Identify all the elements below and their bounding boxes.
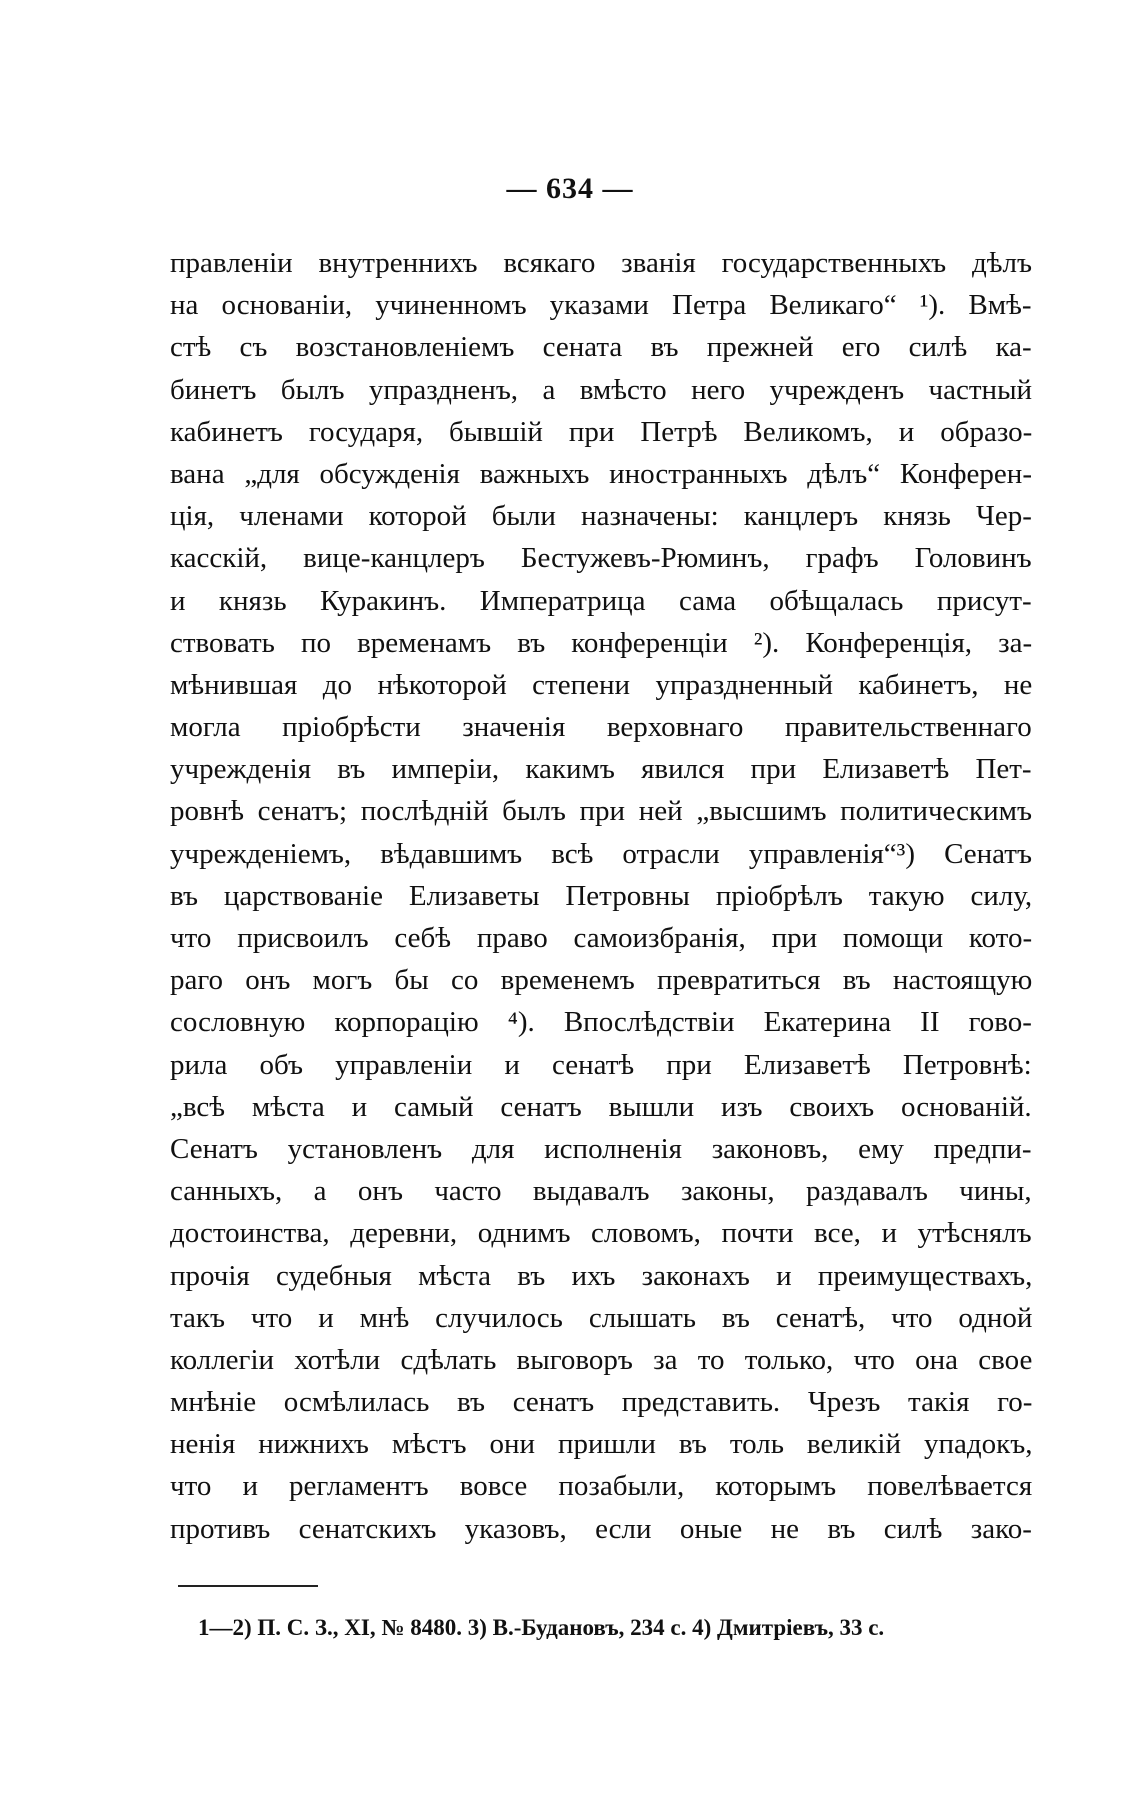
body-text (170, 242, 1032, 1550)
text-line: ція, членами которой были назначены: канцлеръ князь Чер- (170, 500, 1032, 533)
text-line: мнѣніе осмѣлилась въ сенатъ представить. Чрезъ такія го- (170, 1386, 1032, 1419)
text-line: учрежденіемъ, вѣдавшимъ всѣ отрасли управленія“³) Сенатъ (170, 837, 1032, 870)
text-line: коллегіи хотѣли сдѣлать выговоръ за то только, что она свое (170, 1343, 1032, 1376)
text-line: могла пріобрѣсти значенія верховнаго правительственнаго (170, 711, 1032, 744)
text-line: санныхъ, а онъ часто выдавалъ законы, раздавалъ чины, (170, 1175, 1032, 1208)
text-line: такъ что и мнѣ случилось слышать въ сенатѣ, что одной (170, 1301, 1032, 1334)
text-line: сословную корпорацію ⁴). Впослѣдствіи Екатерина II гово- (170, 1006, 1032, 1039)
text-line: на основаніи, учиненномъ указами Петра Великаго“ ¹). Вмѣ- (170, 289, 1032, 322)
text-line: раго онъ могъ бы со временемъ превратиться въ настоящую (170, 964, 1032, 997)
text-line: касскій, вице-канцлеръ Бестужевъ-Рюминъ, графъ Головинъ (170, 542, 1032, 575)
text-line: кабинетъ государя, бывшій при Петрѣ Великомъ, и образо- (170, 415, 1032, 448)
text-line: бинетъ былъ упраздненъ, а вмѣсто него учрежденъ частный (170, 373, 1032, 406)
footnote-divider (178, 1585, 318, 1587)
text-line: стѣ съ возстановленіемъ сената въ прежней его силѣ ка- (170, 331, 1032, 364)
text-line: мѣнившая до нѣкоторой степени упраздненный кабинетъ, не (170, 668, 1032, 701)
text-line: въ царствованіе Елизаветы Петровны пріобрѣлъ такую силу, (170, 879, 1032, 912)
text-line: достоинства, деревни, однимъ словомъ, почти все, и утѣснялъ (170, 1217, 1032, 1250)
text-line: правленіи внутреннихъ всякаго званія государственныхъ дѣлъ (170, 247, 1032, 279)
text-line: учрежденія въ имперіи, какимъ явился при Елизаветѣ Пет- (170, 753, 1032, 786)
text-line: что присвоилъ себѣ право самоизбранія, при помощи кото- (170, 922, 1032, 954)
footnotes: 1—2) П. С. З., XI, № 8480. 3) В.-Будановъ, 234 с. 4) Дмитріевъ, 33 с. (198, 1615, 885, 1640)
text-line: прочія судебныя мѣста въ ихъ законахъ и преимуществахъ, (170, 1259, 1032, 1292)
text-line: Сенатъ установленъ для исполненія законовъ, ему предпи- (170, 1132, 1032, 1165)
text-line: противъ сенатскихъ указовъ, если оные не въ силѣ зако- (170, 1512, 1032, 1545)
text-line: что и регламентъ вовсе позабыли, которымъ повелѣвается (170, 1470, 1032, 1503)
text-line: и князь Куракинъ. Императрица сама обѣщалась присут- (170, 584, 1032, 617)
text-line: вана „для обсужденія важныхъ иностранныхъ дѣлъ“ Конферен- (170, 457, 1032, 490)
text-line: ровнѣ сенатъ; послѣдній былъ при ней „высшимъ политическимъ (170, 795, 1032, 828)
page-number: — 634 — (506, 172, 634, 205)
text-line: ненія нижнихъ мѣстъ они пришли въ толь великій упадокъ, (170, 1428, 1032, 1461)
text-line: ствовать по временамъ въ конференціи ²). Конференція, за- (170, 626, 1032, 659)
text-line: „всѣ мѣста и самый сенатъ вышли изъ своихъ основаній. (170, 1090, 1032, 1123)
text-line: рила объ управленіи и сенатѣ при Елизаветѣ Петровнѣ: (170, 1048, 1032, 1081)
